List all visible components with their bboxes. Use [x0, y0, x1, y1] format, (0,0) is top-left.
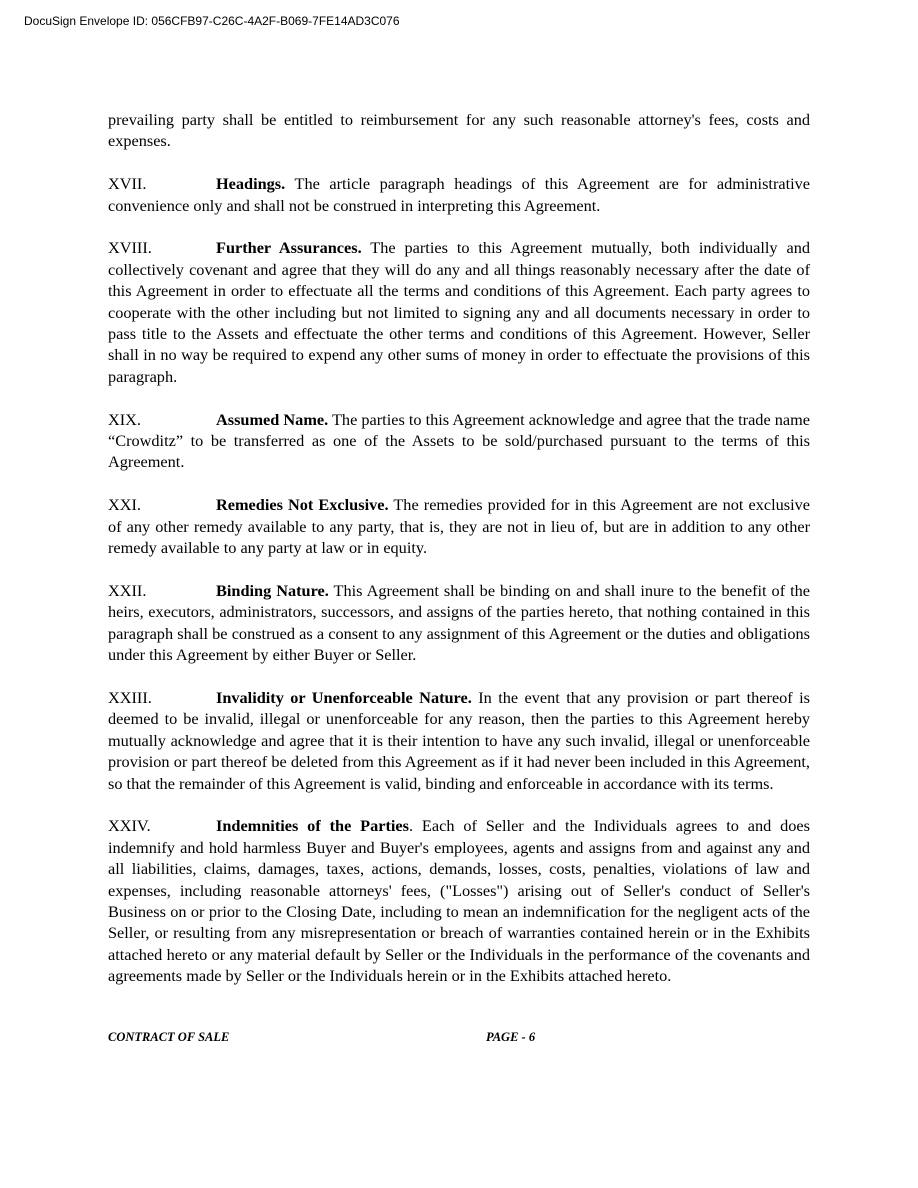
- section-xvii: [108, 173, 810, 216]
- section-title: Indemnities of the Parties: [216, 816, 409, 836]
- section-body: The parties to this Agreement acknowledge and agree that the trade name “Crowditz” to be transferred as one of the Assets to be sold/purchased pursuant to the terms of this Agreement.: [108, 409, 811, 472]
- footer-document-title: CONTRACT OF SALE: [108, 1030, 230, 1044]
- section-title: Further Assurances.: [216, 238, 362, 258]
- section-number: XVII.: [108, 174, 147, 194]
- section-title: Invalidity or Unenforceable Nature.: [216, 687, 472, 707]
- section-xxiv: [108, 815, 810, 986]
- section-xxii: [108, 580, 810, 666]
- section-xviii: [108, 237, 810, 387]
- section-body: Each of Seller and the Individuals agrees to and does indemnify and hold harmless Buyer and Buyer's employees, agents and assigns from and against any and all liabilities, claims, damages, taxes, actions, demands, losses, costs, penalties, violations of law and expenses, including reasonable attorneys' fees, ("Losses") arising out of Seller's conduct of Seller's Business on or prior to the Closing Date, including to mean an indemnification for the negligent acts of the Seller, or resulting from any misrepresentation or breach of warranties contained herein or in the Exhibits attached hereto or any material default by Seller or the Individuals in the performance of the covenants and agreements made by Seller or the Individuals herein or in the Exhibits attached hereto.: [108, 816, 810, 986]
- section-number: XXIII.: [108, 687, 152, 707]
- section-number: XIX.: [108, 409, 142, 429]
- section-xix: [108, 409, 810, 473]
- section-number: XXI.: [108, 495, 142, 515]
- section-title: Headings.: [216, 174, 286, 194]
- section-number: XVIII.: [108, 238, 152, 258]
- section-body: This Agreement shall be binding on and shall inure to the benefit of the heirs, executors, administrators, successors, and assigns of the parties hereto, that nothing contained in this paragraph shall be construed as a consent to any assignment of this Agreement or the duties and obligations under this Agreement by either Buyer or Seller.: [108, 580, 811, 665]
- section-body: The remedies provided for in this Agreement are not exclusive of any other remedy available to any party, that is, they are not in lieu of, but are in addition to any other remedy available to any party at law or in equity.: [108, 495, 810, 558]
- footer-page-number: PAGE - 6: [486, 1030, 536, 1044]
- section-body: The parties to this Agreement mutually, both individually and collectively covenant and agree that they will do any and all things reasonably necessary after the date of this Agreement in order to effectuate all the terms and conditions of this Agreement. Each party agrees to cooperate with the other including but not limited to signing any and all documents necessary in order to pass title to the Assets and effectuate the other terms and conditions of this Agreement. However, Seller shall in no way be required to expend any other sums of money in order to effectuate the provisions of this paragraph.: [108, 238, 810, 386]
- section-title: Assumed Name.: [216, 409, 329, 429]
- document-body: [108, 109, 810, 1008]
- section-xxiii: [108, 687, 810, 794]
- section-title: Binding Nature.: [216, 580, 329, 600]
- docusign-envelope-id: DocuSign Envelope ID: 056CFB97-C26C-4A2F-B069-7FE14AD3C076: [24, 14, 400, 28]
- intro-paragraph: prevailing party shall be entitled to reimbursement for any such reasonable attorney's fees, costs and expenses.: [108, 110, 810, 151]
- section-xxi: [108, 494, 810, 558]
- section-title: Remedies Not Exclusive.: [216, 495, 389, 515]
- section-number: XXII.: [108, 580, 147, 600]
- section-title-suffix: .: [408, 816, 414, 836]
- section-number: XXIV.: [108, 816, 151, 836]
- section-body: The article paragraph headings of this Agreement are for administrative convenience only and shall not be construed in interpreting this Agreement.: [108, 174, 811, 215]
- section-body: In the event that any provision or part thereof is deemed to be invalid, illegal or unenforceable for any reason, then the parties to this Agreement hereby mutually acknowledge and agree that it is their intention to have any such invalid, illegal or unenforceable provision or part thereof be deleted from this Agreement as if it had never been included in this Agreement, so that the remainder of this Agreement is valid, binding and enforceable in accordance with its terms.: [108, 687, 811, 793]
